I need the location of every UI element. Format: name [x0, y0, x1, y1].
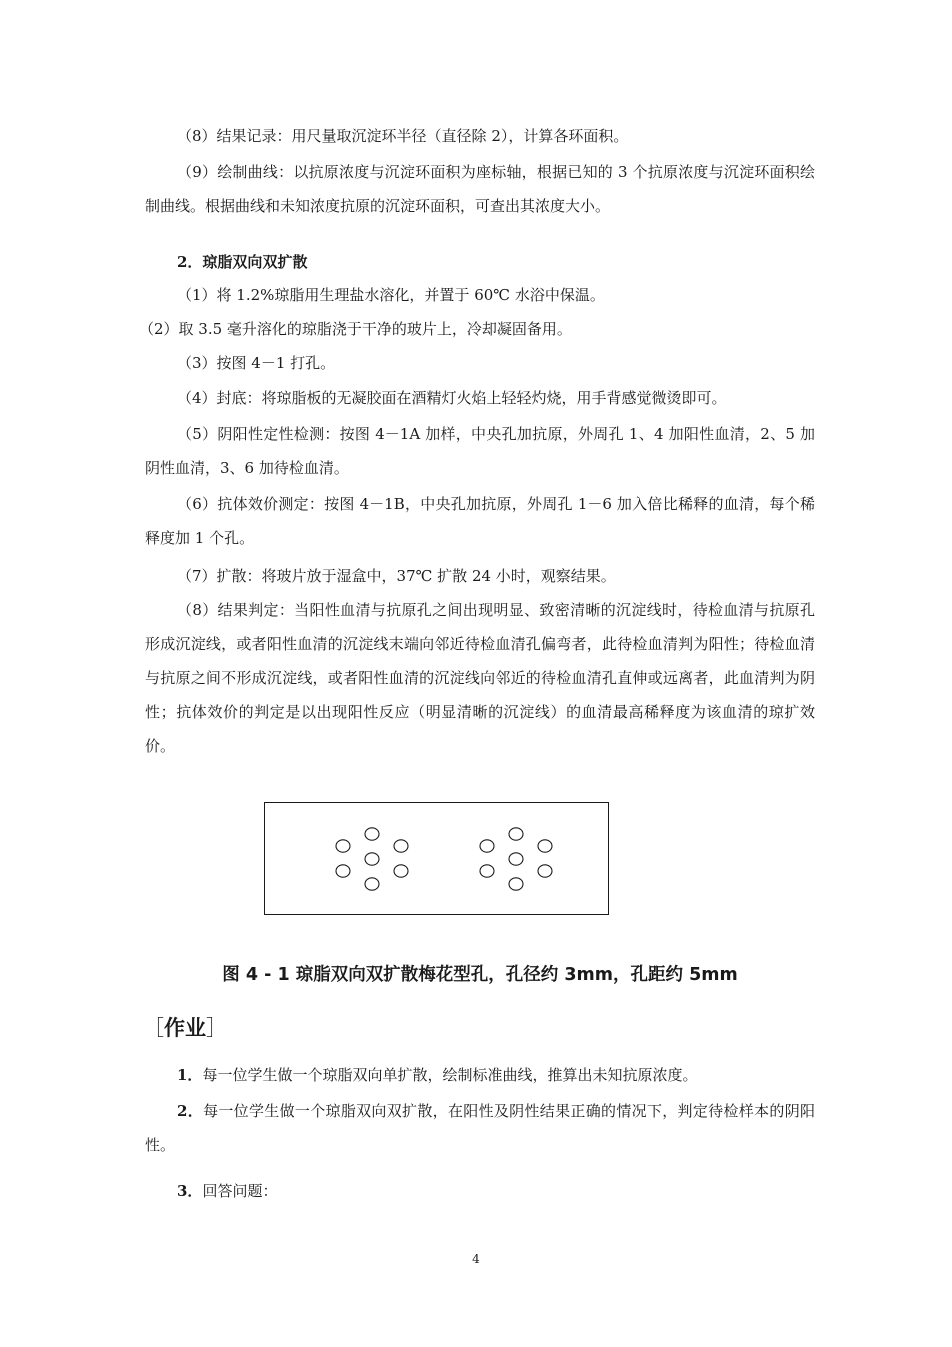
homework-title — [143, 1010, 227, 1046]
page-number: 4 — [472, 1252, 480, 1266]
dd-step-5: （5）阴阳性定性检测：按图 4－1A 加样，中央孔加抗原，外周孔 1、4 加阳性血清，2、5 加阴性血清，3、6 加待检血清。 — [145, 425, 815, 477]
homework-q2-number: 2． — [177, 1102, 204, 1120]
dd-step-8-judgement: （8）结果判定：当阳性血清与抗原孔之间出现明显、致密清晰的沉淀线时，待检血清与抗原孔形成沉淀线，或者阳性血清的沉淀线末端向邻近待检血清孔偏弯者，此待检血清判为阳性；待检血清与抗原之间不形成沉淀线，或者阳性血清的沉淀线向邻近的待检血清孔直伸或远离者，此血清判为阴性；抗体效价的判定是以出现阳性反应（明显清晰的沉淀线）的血清最高稀释度为该血清的琼扩效价。 — [145, 601, 815, 755]
hole-a-center — [365, 853, 379, 865]
hole-pattern-b — [480, 828, 552, 890]
homework-q3 — [145, 1174, 815, 1208]
hole-a-upper-left — [336, 840, 350, 852]
hole-a-lower-right — [394, 865, 408, 877]
dd-step-7: （7）扩散：将玻片放于湿盒中，37℃ 扩散 24 小时，观察结果。 — [177, 567, 616, 585]
section-heading-double-diffusion: 2．琼脂双向双扩散 — [177, 253, 308, 271]
homework-q3-number: 3． — [177, 1182, 203, 1200]
hole-b-upper-right — [538, 840, 552, 852]
agar-plate-outline — [265, 803, 609, 915]
step-8-record: （8）结果记录：用尺量取沉淀环半径（直径除 2），计算各环面积。 — [177, 127, 629, 145]
hole-b-lower-left — [480, 865, 494, 877]
hole-b-center — [509, 853, 523, 865]
homework-q1-number: 1． — [177, 1066, 203, 1084]
step-9-curve: （9）绘制曲线：以抗原浓度与沉淀环面积为座标轴，根据已知的 3 个抗原浓度与沉淀环面积绘制曲线。根据曲线和未知浓度抗原的沉淀环面积，可查出其浓度大小。 — [145, 163, 815, 215]
dd-step-2: （2）取 3.5 毫升溶化的琼脂浇于干净的玻片上，冷却凝固备用。 — [139, 320, 572, 338]
homework-q2-text: 每一位学生做一个琼脂双向双扩散，在阳性及阴性结果正确的情况下，判定待检样本的阴阳性。 — [145, 1102, 816, 1154]
figure-caption: 图 4 - 1 琼脂双向双扩散梅花型孔，孔径约 3mm，孔距约 5mm — [222, 965, 738, 985]
homework-title-text: 作业 — [164, 1016, 206, 1040]
hole-a-upper-right — [394, 840, 408, 852]
homework-open-bracket: ［ — [143, 1016, 164, 1040]
dd-step-1: （1）将 1.2%琼脂用生理盐水溶化，并置于 60℃ 水浴中保温。 — [177, 286, 605, 304]
hole-a-top — [365, 828, 379, 840]
dd-step-6: （6）抗体效价测定：按图 4－1B，中央孔加抗原，外周孔 1－6 加入倍比稀释的血清，每个稀释度加 1 个孔。 — [145, 495, 815, 547]
homework-q1-text: 每一位学生做一个琼脂双向单扩散，绘制标准曲线，推算出未知抗原浓度。 — [202, 1066, 698, 1084]
hole-b-top — [509, 828, 523, 840]
homework-q3-text: 回答问题： — [202, 1182, 278, 1200]
hole-b-upper-left — [480, 840, 494, 852]
dd-step-3: （3）按图 4－1 打孔。 — [177, 354, 336, 372]
hole-a-lower-left — [336, 865, 350, 877]
homework-q1 — [145, 1058, 815, 1092]
homework-q2 — [145, 1094, 815, 1162]
hole-b-lower-right — [538, 865, 552, 877]
hole-a-bottom — [365, 878, 379, 890]
dd-step-4: （4）封底：将琼脂板的无凝胶面在酒精灯火焰上轻轻灼烧，用手背感觉微烫即可。 — [177, 389, 727, 407]
homework-close-bracket: ］ — [206, 1016, 227, 1040]
hole-b-bottom — [509, 878, 523, 890]
agar-plate-figure — [264, 802, 609, 915]
hole-pattern-a — [336, 828, 408, 890]
